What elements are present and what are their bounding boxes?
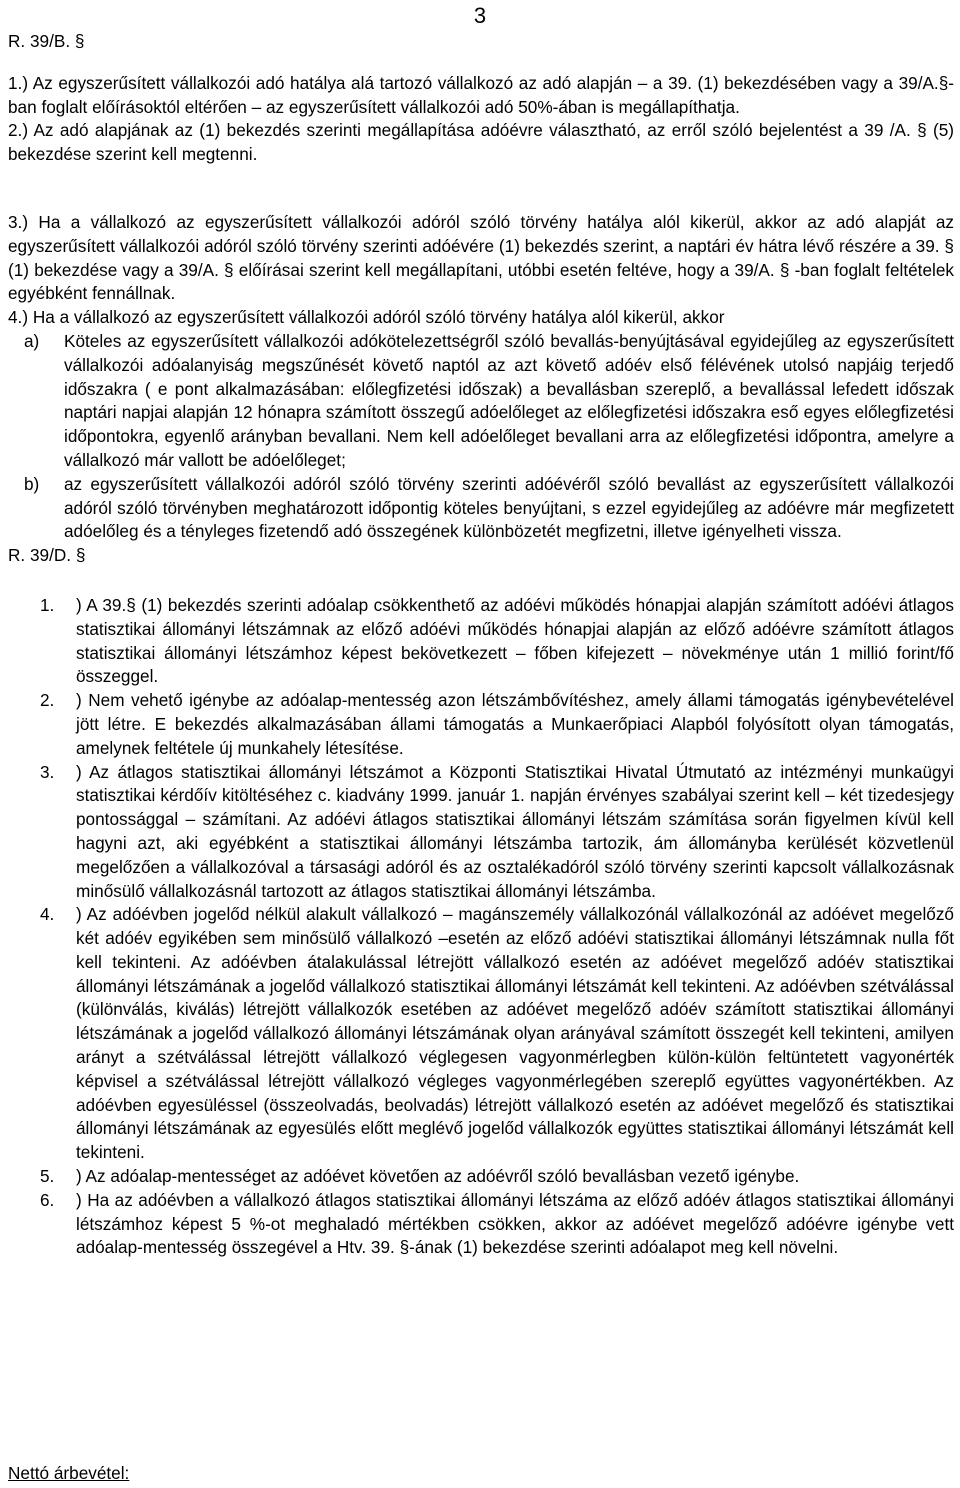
paragraph-39b-3: 3.) Ha a vállalkozó az egyszerűsített vállalkozói adóról szóló törvény hatálya alól kikerül, akkor az adó alapját az egyszerűsített vállalkozói adóról szóló törvény szerinti adóévére (1) bekezdés szerint, a naptári év hátra lévő részére a 39. § (1) bekezdése vagy a 39/A. § előírásai szerint kell megállapítani, utóbbi esetén feltéve, hogy a 39/A. § -ban foglalt feltételek egyébként fennállnak.: [8, 211, 954, 304]
footer-label: Nettó árbevétel:: [8, 1463, 130, 1483]
item-number: 1.: [40, 594, 55, 615]
item-text: ) A 39.§ (1) bekezdés szerinti adóalap csökkenthető az adóévi működés hónapjai alapján számított adóévi átlagos statisztikai állományi létszámnak az előző adóévi működés hónapjai alapján az előző adóévre számított átlagos statisztikai állományi létszámhoz képest bekövetkezett – főben kifejezett – növekménye után 1 millió forint/fő összeggel.: [76, 594, 954, 687]
item-number: 3.: [40, 761, 55, 782]
item-text: ) Nem vehető igénybe az adóalap-mentesség azon létszámbővítéshez, amely állami támogatás igénybevételével jött létre. E bekezdés alkalmazásában állami támogatás a Munkaerőpiaci Alapból folyósított olyan támogatás, amelynek feltétele új munkahely létesítése.: [76, 690, 954, 758]
sub-item-mark: a): [24, 330, 40, 351]
item-number: 2.: [40, 690, 55, 711]
item-text: ) Az adóalap-mentességet az adóévet követően az adóévről szóló bevallásban vezető igénybe.: [76, 1166, 800, 1187]
sub-item-text: az egyszerűsített vállalkozói adóról szóló törvény szerinti adóévéről szóló bevallást az egyszerűsített vállalkozói adóról szóló törvényben meghatározott időpontig köteles benyújtani, s ezzel egyidejűleg az adóévre már megfizetett adóelőleg és a tényleges fizetendő adó összegének különbözetét megfizetni, illetve igényelheti vissza.: [64, 473, 954, 542]
paragraph-39b-1: 1.) Az egyszerűsített vállalkozói adó hatálya alá tartozó vállalkozó az adó alapján – a 39. (1) bekezdésében vagy a 39/A.§-ban foglalt előírásoktól eltérően – az egyszerűsített vállalkozói adó 50%-ában is megállapíthatja.: [8, 72, 954, 117]
item-text: ) Ha az adóévben a vállalkozó átlagos statisztikai állományi létszáma az előző adóév átlagos statisztikai állományi létszámhoz képest 5 %-ot meghaladó mértékben csökken, akkor az adóévet megelőző adóévre igénybe vett adóalap-mentesség összegével a Htv. 39. §-ának (1) bekezdése szerinti adóalapot meg kell növelni.: [76, 1189, 954, 1258]
numbered-item-2: [8, 689, 954, 760]
paragraph-39b-4: 4.) Ha a vállalkozó az egyszerűsített vállalkozói adóról szóló törvény hatálya alól kikerül, akkor: [8, 307, 725, 328]
item-number: 5.: [40, 1166, 55, 1187]
section-title-39d: R. 39/D. §: [8, 545, 86, 566]
item-number: 4.: [40, 904, 55, 925]
numbered-item-5: [8, 1165, 954, 1189]
sub-item-a: [8, 330, 954, 473]
page-number: 3: [473, 3, 487, 28]
numbered-item-4: [8, 903, 954, 1165]
paragraph-39b-2: 2.) Az adó alapjának az (1) bekezdés szerinti megállapítása adóévre választható, az erről szóló bejelentést a 39 /A. § (5) bekezdése szerint kell megtenni.: [8, 120, 954, 165]
document-body: [8, 22, 954, 1260]
item-text: ) Az adóévben jogelőd nélkül alakult vállalkozó – magánszemély vállalkozónál vállalkozónál az adóévet megelőző két adóév egyikében sem minősülő vállalkozó –esetén az előző adóévi statisztikai állományi létszámnak nulla főt kell tekinteni. Az adóévben átalakulással létrejött vállalkozó esetén az adóévet megelőző adóév statisztikai állományi létszámának a jogelőd vállalkozó statisztikai állományi létszámát kell tekinteni. Az adóévben szétválással (különválás, kiválás) létrejött vállalkozók esetében az adóévet megelőző adóév számított statisztikai állományi létszámának a jogelőd vállalkozó állományi létszámának olyan arányával számított összegét kell tekinteni, amilyen arányt a szétválással létrejött vállalkozó véglegesen vagyonmérlegben külön-külön feltüntetett vagyonérték képvisel a szétválással létrejött vállalkozó végleges vagyonmérlegében szereplő együttes vagyonértékben. Az adóévben egyesüléssel (összeolvadás, beolvadás) létrejött vállalkozó esetén az adóévet megelőző és statisztikai állományi létszámának az egyesülés előtt meglévő jogelőd vállalkozók együttes statisztikai állományi létszámát kell tekinteni.: [76, 904, 954, 1163]
numbered-item-3: [8, 761, 954, 904]
item-number: 6.: [40, 1189, 55, 1210]
numbered-item-1: [8, 594, 954, 689]
sub-item-mark: b): [24, 473, 40, 494]
numbered-item-6: [8, 1189, 954, 1260]
sub-item-b: [8, 473, 954, 544]
item-text: ) Az átlagos statisztikai állományi létszámot a Központi Statisztikai Hivatal Útmutató az intézményi munkaügyi statisztikai kérdőív kitöltéséhez c. kiadvány 1999. január 1. napján érvényes szabályai szerint kell – két tizedesjegy pontossággal – számítani. Az adóévi átlagos statisztikai állományi létszám számítása során figyelmen kívül kell hagyni azt, aki egyébként a statisztikai állományi létszámba tartozik, ám állományba kerülését közvetlenül megelőzően a vállalkozóval a társasági adóról és az osztalékadóról szóló törvény szerinti kapcsolt vállalkozásnak minősülő vállalkozásnál tartozott az átlagos statisztikai állományi létszámba.: [76, 761, 954, 901]
section-title-39b: R. 39/B. §: [8, 31, 85, 51]
sub-item-text: Köteles az egyszerűsített vállalkozói adókötelezettségről szóló bevallás-benyújtásával egyidejűleg az egyszerűsített vállalkozói adóalanyiság megszűnését követő naptól az azt követő adóév első félévének utolsó napjáig terjedő időszakra ( e pont alkalmazásában: előlegfizetési időszak) a bevallásban szereplő, a bevallással lefedett időszak naptári napjai alapján 12 hónapra számított összegű adóelőleget az előlegfizetési időszakra eső egyes előlegfizetési időpontokra, egyenlő arányban bevallani. Nem kell adóelőleget bevallani arra az előlegfizetési időpontra, amelyre a vállalkozó már vallott be adóelőleget;: [64, 330, 954, 470]
